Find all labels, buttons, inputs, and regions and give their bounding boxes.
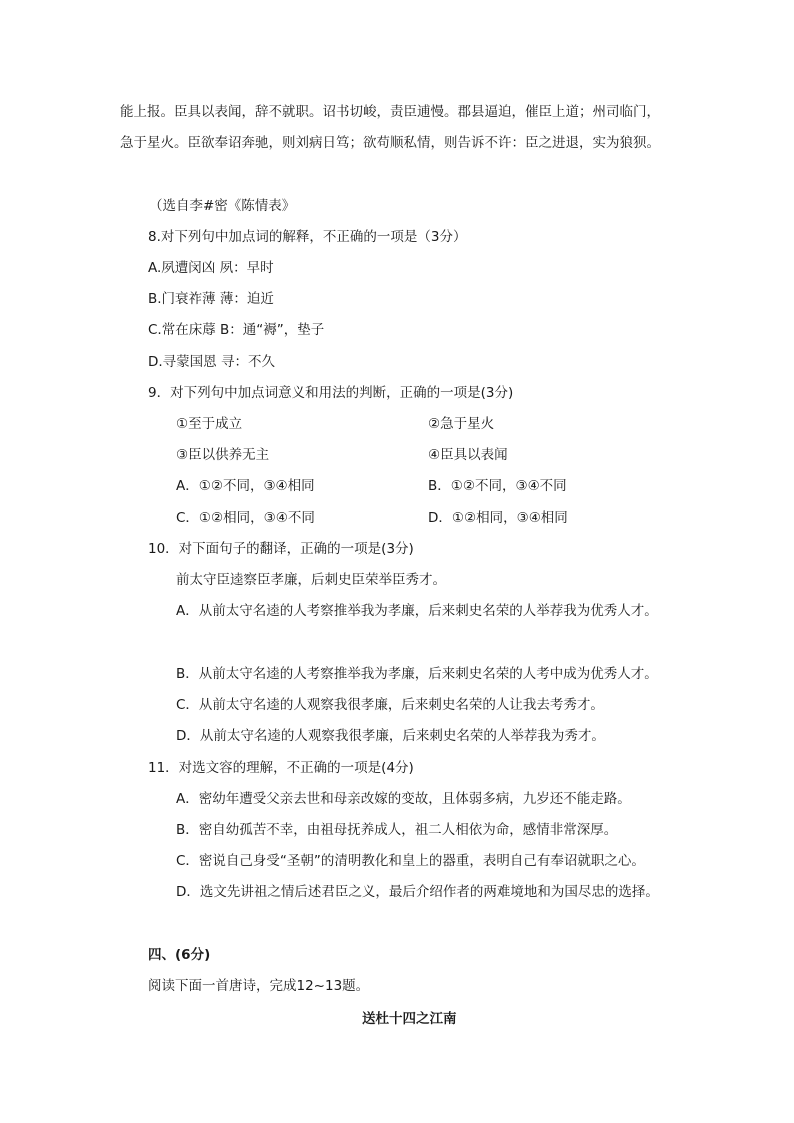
- section-instruction: 阅读下面一首唐诗，完成12~13题。: [148, 978, 370, 994]
- q11-option-a: A．密幼年遭受父亲去世和母亲改嫁的变故，且体弱多病，九岁还不能走路。: [176, 791, 631, 807]
- q11-stem: 11．对选文容的理解，不正确的一项是(4分): [148, 760, 414, 776]
- q9-stem: 9．对下列句中加点词意义和用法的判断，正确的一项是(3分): [148, 385, 514, 401]
- q9-item-4: ④臣具以表闻: [428, 447, 508, 463]
- q10-option-b: B．从前太守名逵的人考察推举我为孝廉，后来刺史名荣的人考中成为优秀人才。: [176, 666, 658, 682]
- q11-option-b: B．密自幼孤苦不幸，由祖母抚养成人，祖二人相依为命，感情非常深厚。: [176, 822, 618, 838]
- q8-option-d: D.寻蒙国恩 寻：不久: [148, 354, 275, 370]
- q8-option-b: B.门衰祚薄 薄：迫近: [148, 291, 274, 307]
- passage-source: （选自李#密《陈情表》: [149, 198, 296, 214]
- q9-option-d: D．①②相同，③④相同: [428, 510, 568, 526]
- q10-stem: 10．对下面句子的翻译，正确的一项是(3分): [148, 541, 414, 557]
- q10-option-a: A．从前太守名逵的人考察推举我为孝廉，后来刺史名荣的人举荐我为优秀人才。: [176, 603, 658, 619]
- q8-stem: 8.对下列句中加点词的解释，不正确的一项是（3分）: [148, 229, 467, 245]
- q8-option-a: A.夙遭闵凶 夙：早时: [148, 260, 274, 276]
- q9-option-c: C．①②相同，③④不同: [176, 510, 315, 526]
- q11-option-d: D．选文先讲祖之情后述君臣之义，最后介绍作者的两难境地和为国尽忠的选择。: [176, 884, 659, 900]
- q10-option-c: C．从前太守名逵的人观察我很孝廉，后来刺史名荣的人让我去考秀才。: [176, 697, 604, 713]
- q8-option-c: C.常在床蓐 B：通“褥”，垫子: [148, 322, 325, 338]
- section-heading: 四、(6分): [148, 947, 211, 963]
- q9-item-3: ③臣以供养无主: [176, 447, 270, 463]
- passage-line-2: 急于星火。臣欲奉诏奔驰，则刘病日笃；欲苟顺私情，则告诉不许：臣之进退，实为狼狈。: [120, 135, 660, 151]
- passage-line-1: 能上报。臣具以表闻，辞不就职。诏书切峻，责臣逋慢。郡县逼迫，催臣上道；州司临门，: [120, 104, 660, 120]
- q10-sentence: 前太守臣逵察臣孝廉，后刺史臣荣举臣秀才。: [176, 572, 446, 588]
- q9-item-2: ②急于星火: [428, 416, 495, 432]
- q10-option-d: D．从前太守名逵的人观察我很孝廉，后来刺史名荣的人举荐我为秀才。: [176, 728, 605, 744]
- q11-option-c: C．密说自己身受“圣朝”的清明教化和皇上的器重，表明自己有奉诏就职之心。: [176, 853, 645, 869]
- poem-title: 送杜十四之江南: [362, 1011, 457, 1027]
- q9-option-b: B．①②不同，③④不同: [428, 478, 567, 494]
- q9-item-1: ①至于成立: [176, 416, 243, 432]
- q9-option-a: A．①②不同，③④相同: [176, 478, 315, 494]
